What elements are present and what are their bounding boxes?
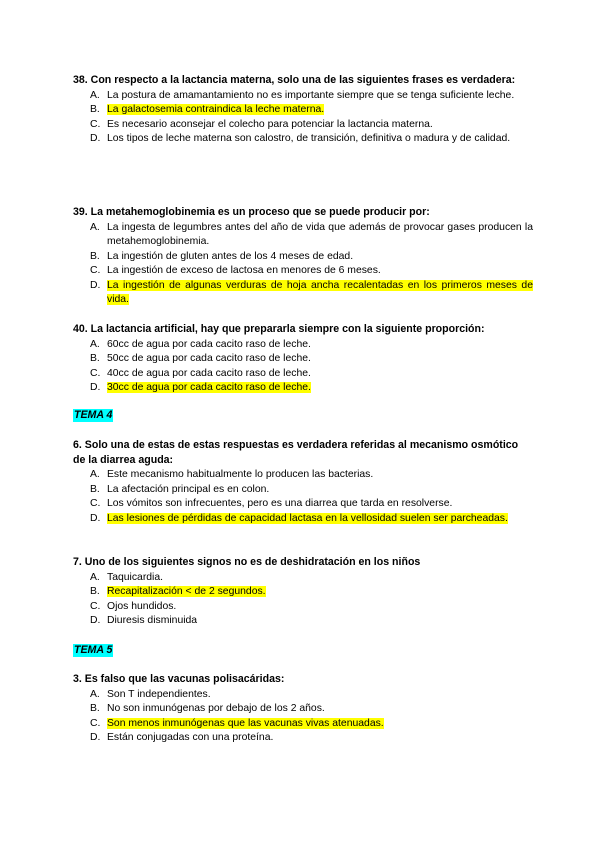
correct-answer-highlight: Recapitalización < de 2 segundos.: [107, 586, 266, 598]
option-d: D. Los tipos de leche materna son calostro, de transición, definitiva o madura y de calidad.: [90, 133, 511, 145]
question-title: 39. La metahemoglobinemia es un proceso que se puede producir por:: [73, 206, 430, 218]
option-a: A. Son T independientes.: [90, 688, 211, 700]
question-title: 6. Solo una de estas de estas respuestas es verdadera referidas al mecanismo osmótico de la diarrea aguda:: [73, 439, 519, 466]
option-c: C. Es necesario aconsejar el colecho para potenciar la lactancia materna.: [90, 118, 433, 130]
question-38: [73, 73, 533, 147]
question-40: [73, 322, 533, 396]
option-b: B. La afectación principal es en colon.: [90, 483, 270, 495]
option-a: A. Este mecanismo habitualmente lo producen las bacterias.: [90, 469, 374, 480]
correct-answer-highlight: La ingestión de algunas verduras de hoja ancha recalentadas en los primeros meses de vida.: [107, 279, 533, 306]
correct-answer-highlight: Son menos inmunógenas que las vacunas vivas atenuadas.: [107, 717, 384, 729]
option-b: B. Recapitalización < de 2 segundos.: [90, 586, 266, 598]
option-c: C. Los vómitos son infrecuentes, pero es una diarrea que tarda en resolverse.: [90, 498, 453, 510]
question-3: [73, 672, 533, 746]
option-d: D. Están conjugadas con una proteína.: [90, 732, 274, 744]
question-6: [73, 438, 533, 526]
correct-answer-highlight: La galactosemia contraindica la leche materna.: [107, 104, 325, 116]
question-title: 3. Es falso que las vacunas polisacáridas:: [73, 673, 285, 685]
option-b: B. 50cc de agua por cada cacito raso de leche.: [90, 353, 311, 365]
option-b: B. La ingestión de gluten antes de los 4 meses de edad.: [90, 250, 354, 262]
correct-answer-highlight: 30cc de agua por cada cacito raso de leche.: [107, 382, 311, 394]
question-7: [73, 555, 533, 629]
question-title: 7. Uno de los siguientes signos no es de deshidratación en los niños: [73, 556, 421, 568]
question-39: [73, 205, 533, 308]
question-title: 38. Con respecto a la lactancia materna, solo una de las siguientes frases es verdadera:: [73, 74, 516, 86]
option-a: A. 60cc de agua por cada cacito raso de leche.: [90, 338, 311, 350]
question-title: 40. La lactancia artificial, hay que prepararla siempre con la siguiente proporción:: [73, 323, 485, 335]
option-c: C. Son menos inmunógenas que las vacunas vivas atenuadas.: [90, 717, 384, 729]
option-b: B. No son inmunógenas por debajo de los 2 años.: [90, 703, 325, 715]
option-d: D. Las lesiones de pérdidas de capacidad lactasa en la vellosidad suelen ser parcheadas.: [90, 512, 508, 524]
option-a: A. Taquicardia.: [90, 571, 164, 583]
tema-5-label: TEMA 5: [74, 644, 113, 656]
option-c: C. La ingestión de exceso de lactosa en menores de 6 meses.: [90, 265, 381, 277]
option-d: D. Diuresis disminuida: [90, 615, 198, 627]
option-a: A. La postura de amamantamiento no es importante siempre que se tenga suficiente leche.: [90, 89, 515, 101]
tema-4-label: TEMA 4: [74, 409, 113, 421]
option-a: A. La ingesta de legumbres antes del año de vida que además de provocar gases producen la metahemoglobinemia.: [90, 221, 533, 248]
option-d: D. 30cc de agua por cada cacito raso de leche.: [90, 382, 311, 394]
option-b: B. La galactosemia contraindica la leche materna.: [90, 104, 325, 116]
option-c: C. Ojos hundidos.: [90, 600, 177, 612]
correct-answer-highlight: Las lesiones de pérdidas de capacidad lactasa en la vellosidad suelen ser parcheadas.: [107, 512, 508, 524]
option-d: D. La ingestión de algunas verduras de hoja ancha recalentadas en los primeros meses de vida.: [90, 279, 533, 306]
option-c: C. 40cc de agua por cada cacito raso de leche.: [90, 367, 311, 379]
